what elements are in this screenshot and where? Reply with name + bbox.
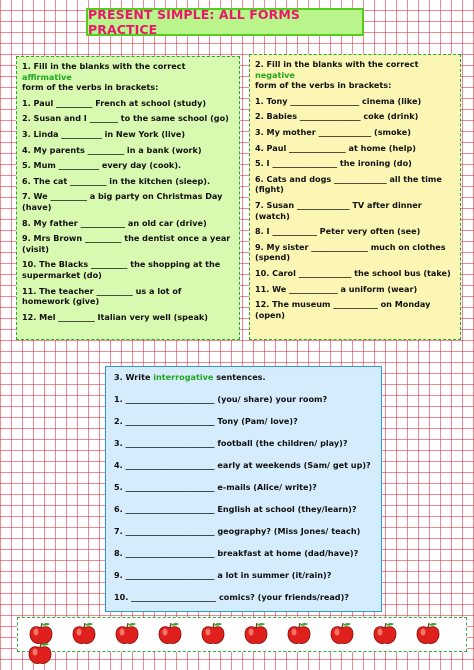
interrogative-instruction: 3. Write interrogative sentences.	[114, 372, 266, 382]
affirmative-item-2	[22, 113, 234, 124]
interrogative-item-9: 9. ______________________ a lot in summer (it/rain)?	[114, 569, 332, 580]
negative-item-4	[255, 143, 455, 154]
interrogative-item-1: 1. ______________________ (you/ share) your room?	[114, 393, 328, 404]
affirmative-item-line: 6. The cat _________ in the kitchen (sleep).	[22, 175, 211, 186]
affirmative-section	[16, 56, 240, 340]
affirmative-item-3	[22, 129, 234, 140]
interrogative-item-6: 6. ______________________ English at school (they/learn)?	[114, 503, 357, 514]
interrogative-item-8: 8. ______________________ breakfast at home (dad/have)?	[114, 547, 359, 558]
negative-item-12	[255, 299, 455, 320]
affirmative-item-6	[22, 176, 234, 187]
apple-icon	[71, 622, 97, 646]
apple-icon	[372, 622, 398, 646]
affirmative-item-line: 3. Linda __________ in New York (live)	[22, 128, 186, 139]
affirmative-item-line: 12. Mel _________ Italian very well (speak)	[22, 311, 208, 322]
interrogative-section	[105, 366, 382, 612]
negative-item-line: 6. Cats and dogs _____________ all the time	[255, 173, 442, 184]
affirmative-item-line: 11. The teacher _________ us a lot of	[22, 285, 182, 296]
affirmative-item-line: 1. Paul _________ French at school (study)	[22, 97, 207, 108]
negative-section	[249, 54, 461, 340]
affirmative-keyword: affirmative	[22, 71, 72, 82]
apple-icon	[415, 622, 441, 646]
affirmative-item-1	[22, 98, 234, 109]
negative-item-line: (watch)	[255, 210, 290, 221]
negative-item-10	[255, 268, 455, 279]
negative-item-6	[255, 174, 455, 195]
affirmative-item-10	[22, 259, 234, 280]
negative-item-line: 11. We ____________ a uniform (wear)	[255, 283, 418, 294]
negative-item-8	[255, 226, 455, 237]
apple-icon	[286, 622, 312, 646]
affirmative-item-line: 7. We _________ a big party on Christmas Day	[22, 191, 223, 202]
affirmative-item-line: 5. Mum __________ every day (cook).	[22, 160, 182, 171]
interrogative-item-7: 7. ______________________ geography? (Miss Jones/ teach)	[114, 525, 361, 536]
apple-icon	[157, 622, 183, 646]
apple-icon	[114, 622, 140, 646]
negative-item-1	[255, 96, 455, 107]
negative-keyword: negative	[255, 69, 295, 80]
negative-item-line: 7. Susan _____________ TV after dinner	[255, 199, 422, 210]
affirmative-items	[22, 98, 234, 323]
negative-item-5	[255, 158, 455, 169]
negative-item-line: 4. Paul ______________ at home (help)	[255, 142, 416, 153]
worksheet-title	[86, 8, 364, 36]
negative-item-line: 8. I ___________ Peter very often (see)	[255, 226, 421, 237]
affirmative-item-5	[22, 160, 234, 171]
negative-item-line: 10. Carol _____________ the school bus (take)	[255, 267, 451, 278]
affirmative-item-7	[22, 191, 234, 212]
affirmative-item-line: 2. Susan and I _______ to the same school (go)	[22, 113, 229, 124]
negative-item-line: 12. The museum ___________ on Monday	[255, 299, 431, 310]
interrogative-item-4: 4. ______________________ early at weekends (Sam/ get up)?	[114, 459, 371, 470]
title-text: PRESENT SIMPLE: ALL FORMS PRACTICE	[88, 7, 301, 37]
apple-border-strip	[17, 617, 467, 652]
affirmative-item-line: 8. My father ___________ an old car (drive)	[22, 217, 207, 228]
interrogative-keyword: interrogative	[153, 372, 214, 382]
negative-item-11	[255, 284, 455, 295]
negative-item-line: 9. My sister ______________ much on clothes	[255, 241, 446, 252]
negative-item-line: 5. I ________________ the ironing (do)	[255, 158, 412, 169]
apple-icon	[329, 622, 355, 646]
interrogative-item-3: 3. ______________________ football (the children/ play)?	[114, 437, 348, 448]
affirmative-item-line: (visit)	[22, 243, 49, 254]
negative-item-line: (spend)	[255, 252, 291, 263]
apple-icon	[243, 622, 269, 646]
affirmative-item-line: 9. Mrs Brown _________ the dentist once a year	[22, 233, 231, 244]
affirmative-item-line: (have)	[22, 201, 52, 212]
affirmative-item-line: supermarket (do)	[22, 269, 102, 280]
negative-item-7	[255, 200, 455, 221]
apple-icon	[200, 622, 226, 646]
negative-instruction: 2. Fill in the blanks with the correct negative form of the verbs in brackets:	[255, 59, 419, 91]
affirmative-item-4	[22, 145, 234, 156]
negative-item-9	[255, 242, 455, 263]
negative-items	[255, 96, 455, 321]
negative-item-line: 2. Babies _______________ coke (drink)	[255, 111, 419, 122]
affirmative-item-8	[22, 218, 234, 229]
interrogative-item-2: 2. ______________________ Tony (Pam/ love)?	[114, 415, 298, 426]
apple-icon	[27, 642, 53, 666]
interrogative-item-10: 10. _____________________ comics? (your friends/read)?	[114, 591, 349, 602]
negative-item-line: 1. Tony _________________ cinema (like)	[255, 95, 422, 106]
affirmative-instruction: 1. Fill in the blanks with the correct affirmative form of the verbs in brackets:	[22, 61, 186, 93]
interrogative-items	[114, 394, 373, 602]
affirmative-item-11	[22, 286, 234, 307]
affirmative-item-line: 4. My parents _________ in a bank (work)	[22, 144, 202, 155]
negative-item-3	[255, 127, 455, 138]
affirmative-item-12	[22, 312, 234, 323]
negative-item-line: (open)	[255, 309, 286, 320]
affirmative-item-line: homework (give)	[22, 296, 100, 307]
affirmative-item-line: 10. The Blacks _________ the shopping at the	[22, 259, 221, 270]
interrogative-item-5: 5. ______________________ e-mails (Alice/ write)?	[114, 481, 317, 492]
negative-item-2	[255, 111, 455, 122]
negative-item-line: 3. My mother _____________ (smoke)	[255, 126, 411, 137]
negative-item-line: (fight)	[255, 184, 284, 195]
affirmative-item-9	[22, 233, 234, 254]
